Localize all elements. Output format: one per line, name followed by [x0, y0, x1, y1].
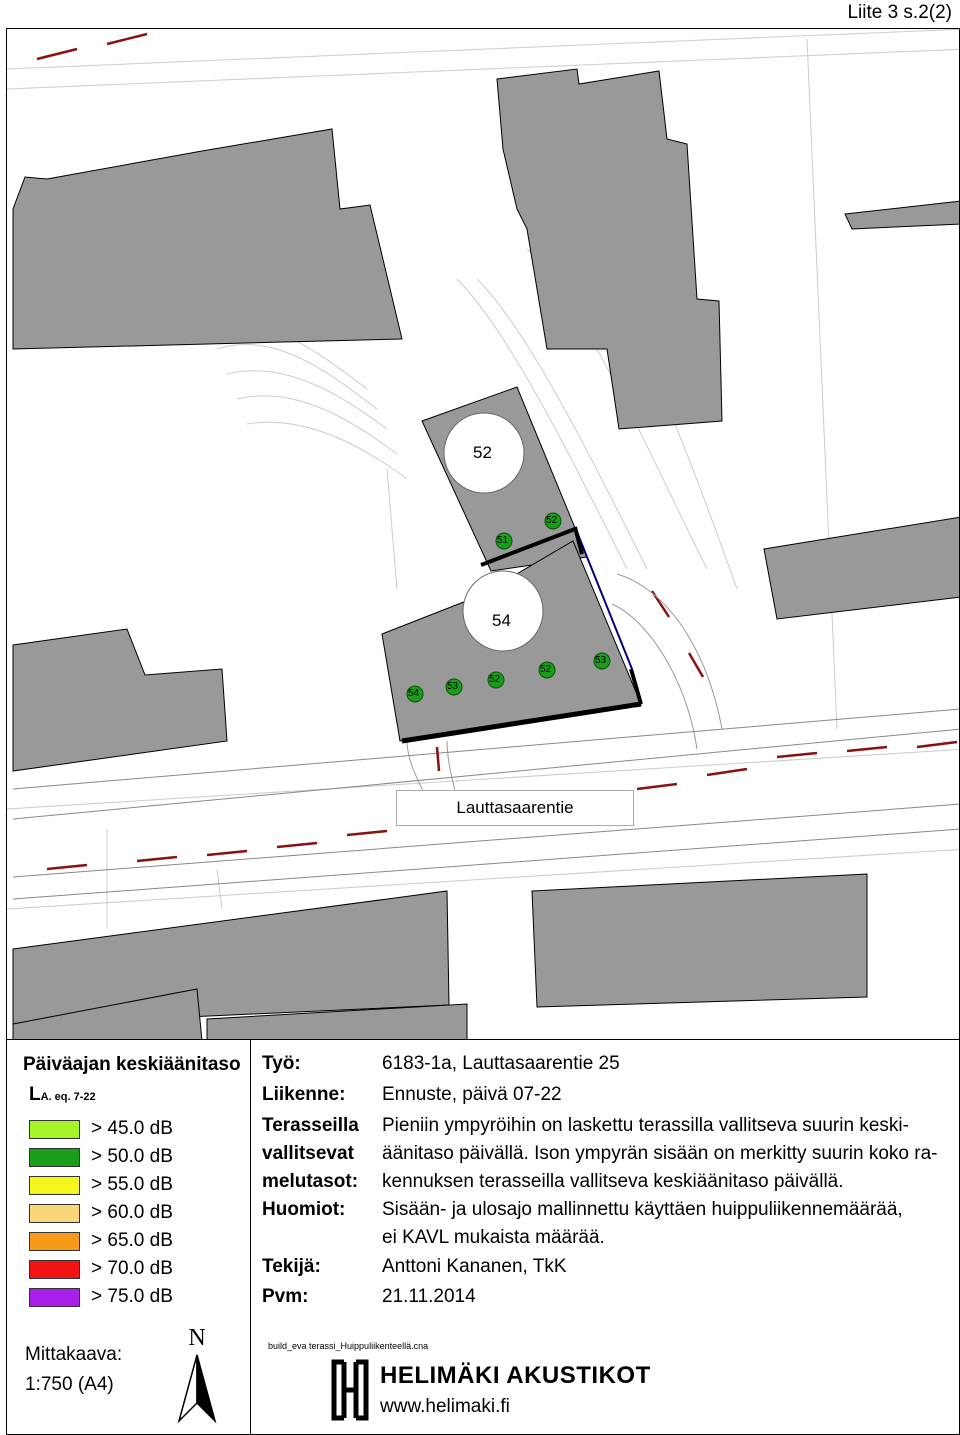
legend-item [25, 1258, 245, 1282]
legend-panel [6, 1040, 251, 1435]
info-key-terasseilla: melutasot: [262, 1171, 359, 1192]
scale-value: 1:750 (A4) [25, 1374, 114, 1395]
info-key-tyo: Työ: [262, 1053, 301, 1074]
legend-label: > 75.0 dB [91, 1286, 173, 1307]
info-val-tyo: 6183-1a, Lauttasaarentie 25 [382, 1053, 620, 1074]
legend-symbol-sub: A. eq. 7-22 [40, 1091, 96, 1103]
info-key-terasseilla: Terasseilla [262, 1115, 359, 1136]
building [532, 874, 867, 1007]
legend-swatch [29, 1148, 80, 1167]
info-val-liikenne: Ennuste, päivä 07-22 [382, 1084, 562, 1105]
company-logo-icon [330, 1358, 370, 1422]
legend-item [25, 1146, 245, 1170]
scale-block [25, 1340, 122, 1400]
map-view [6, 28, 960, 1040]
big-circle-label: 54 [492, 611, 511, 630]
info-val-huomiot: ei KAVL mukaista määrää. [382, 1227, 605, 1248]
company-name: HELIMÄKI AKUSTIKOT [380, 1362, 651, 1389]
terrace-marker-label: 52 [540, 664, 552, 675]
legend-item [25, 1286, 245, 1310]
info-key-huomiot: Huomiot: [262, 1199, 346, 1220]
terrace-marker-label: 54 [408, 688, 420, 699]
info-val-pvm: 21.11.2014 [382, 1286, 476, 1307]
legend-swatch [29, 1204, 80, 1223]
legend-label: > 45.0 dB [91, 1118, 173, 1139]
info-val-terasseilla: äänitaso päivällä. Ison ympyrän sisään on merkitty suurin koko ra- [382, 1143, 938, 1164]
legend-label: > 50.0 dB [91, 1146, 173, 1167]
legend-title: Päiväajan keskiäänitaso [23, 1054, 241, 1075]
map-canvas [7, 29, 960, 1040]
legend-swatch [29, 1288, 80, 1307]
page-label: Liite 3 s.2(2) [847, 2, 952, 23]
terrace-marker-label: 52 [489, 674, 501, 685]
legend-swatch [29, 1232, 80, 1251]
legend-swatch [29, 1260, 80, 1279]
info-val-huomiot: Sisään- ja ulosajo mallinnettu käyttäen huippuliikennemäärää, [382, 1199, 903, 1220]
legend-item [25, 1230, 245, 1254]
legend-item [25, 1202, 245, 1226]
legend-label: > 55.0 dB [91, 1174, 173, 1195]
info-val-tekija: Anttoni Kananen, TkK [382, 1256, 567, 1277]
legend-item [25, 1174, 245, 1198]
building [13, 129, 402, 349]
building [13, 891, 449, 1025]
legend-label: > 60.0 dB [91, 1202, 173, 1223]
legend-symbol-main: L [29, 1084, 41, 1105]
terrace-marker-label: 52 [546, 515, 558, 526]
buildings [13, 69, 960, 1040]
info-key-pvm: Pvm: [262, 1286, 309, 1307]
info-key-liikenne: Liikenne: [262, 1084, 346, 1105]
building [845, 201, 960, 229]
legend-symbol [29, 1084, 96, 1106]
legend-label: > 65.0 dB [91, 1230, 173, 1251]
info-val-terasseilla: Pieniin ympyröihin on laskettu terassilla vallitseva suurin keski- [382, 1115, 909, 1136]
terrace-marker-label: 53 [595, 655, 607, 666]
building [764, 517, 960, 619]
big-circle-label: 52 [473, 443, 492, 462]
legend-label: > 70.0 dB [91, 1258, 173, 1279]
company-website[interactable]: www.helimaki.fi [380, 1396, 510, 1417]
north-arrow-icon [175, 1325, 225, 1425]
terrace-marker-label: 51 [497, 535, 509, 546]
building [13, 629, 227, 771]
scale-label: Mittakaava: [25, 1344, 123, 1365]
legend-swatch [29, 1120, 80, 1139]
legend-swatch [29, 1176, 80, 1195]
north-label: N [188, 1325, 206, 1351]
terrace-marker-label: 53 [447, 681, 459, 692]
building [497, 69, 722, 429]
info-key-terasseilla: vallitsevat [262, 1143, 354, 1164]
legend-item [25, 1118, 245, 1142]
info-key-tekija: Tekijä: [262, 1256, 321, 1277]
info-val-terasseilla: kennuksen terasseilla vallitseva keskiäänitaso päivällä. [382, 1171, 844, 1192]
road-label: Lauttasaarentie [396, 790, 634, 826]
file-name: build_eva terassi_Huippuliikenteellä.cna [268, 1341, 429, 1351]
